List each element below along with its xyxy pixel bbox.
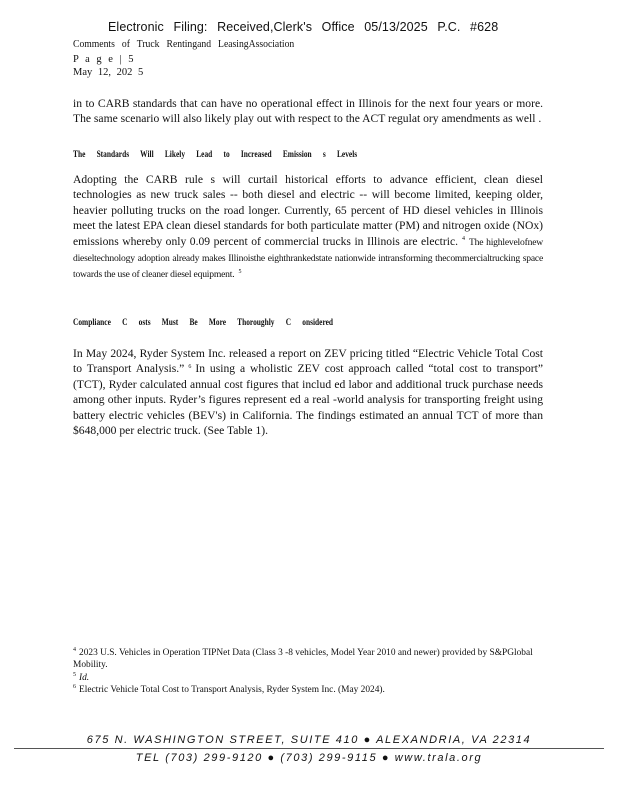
paragraph-main-text: Adopting the CARB rule s will curtail historical efforts to advance efficient, clean diesel technologies as new truck sales -- both diesel and electric -- will become limited, keeping older, heavier polluting trucks on the road longer. Currently, 65 percent of HD diesel vehicles in Illinois meet the latest EPA clean diesel standards for both particulate matter (PM) and nitrogen oxide (NOx) emissions whereby only 0.09 percent of commercial trucks in Illinois are electric. xyxy=(73,173,543,248)
footnote-text: Id. xyxy=(79,673,90,683)
footer-divider xyxy=(14,748,604,749)
footnote-marker: 6 xyxy=(73,683,76,690)
footnote-ref-4: 4 xyxy=(462,235,465,242)
paragraph-carb-rules xyxy=(73,172,543,283)
footnote-4 xyxy=(73,648,533,671)
footnote-text: Electric Vehicle Total Cost to Transport Analysis, Ryder System Inc. (May 2024). xyxy=(79,685,385,695)
footnote-marker: 5 xyxy=(73,671,76,678)
footnote-ref-5: 5 xyxy=(238,268,242,275)
paragraph-ryder-report xyxy=(73,346,543,438)
filing-stamp: Electronic Filing: Received,Clerk's Office 05/13/2025 P.C. #628 xyxy=(108,20,499,34)
footnote-6 xyxy=(73,685,533,697)
paragraph-carb-standards: in to CARB standards that can have no operational effect in Illinois for the next four years or more. The same scenario will also likely play out with respect to the ACT regulat ory amendments as well . xyxy=(73,97,543,126)
header-date: May 12, 202 5 xyxy=(73,67,144,78)
footnote-ref-6: 6 xyxy=(188,363,192,370)
header-page-number: P a g e | 5 xyxy=(73,54,136,65)
footer-contact: TEL (703) 299-9120 ● (703) 299-9115 ● www.trala.org xyxy=(135,752,483,764)
paragraph-text-part1: In May 2024, Ryder System Inc. released a report on ZEV pricing titled “Electric Vehicle Total Cost to Transport Analysis.” xyxy=(73,347,543,376)
footnote-5 xyxy=(73,673,533,685)
header-comments-title: Comments of Truck Rentingand LeasingAssociation xyxy=(73,39,295,50)
paragraph-small-text: The highlevelofnew dieseltechnology adoption already makes Illinoisthe eighthrankedstate nationwide intransforming thecommercialtrucking space towards the use of cleaner diesel equipment. xyxy=(73,236,543,281)
paragraph-text-part2: In using a wholistic ZEV cost approach called “total cost to transport” (TCT), Ryder calculated annual cost figures that includ ed labor and additional truck purchase needs among other inputs. Ryder’s figures represent ed a real -world analysis for transporting freight using battery electric vehicles (BEV's) in California. The findings estimated an annual TCT of more than $648,000 per electric truck. (See Table 1). xyxy=(73,362,543,438)
footnote-marker: 4 xyxy=(73,646,76,653)
section-heading-emissions: The Standards Will Likely Lead to Increased Emission s Levels xyxy=(73,150,358,160)
section-heading-compliance-costs: Compliance C osts Must Be More Thoroughly C onsidered xyxy=(73,318,334,328)
footnote-text: 2023 U.S. Vehicles in Operation TIPNet Data (Class 3 -8 vehicles, Model Year 2010 and newer) provided by S&PGlobal Mobility. xyxy=(73,648,533,670)
footer-address: 675 N. WASHINGTON STREET, SUITE 410 ● ALEXANDRIA, VA 22314 xyxy=(86,734,532,746)
